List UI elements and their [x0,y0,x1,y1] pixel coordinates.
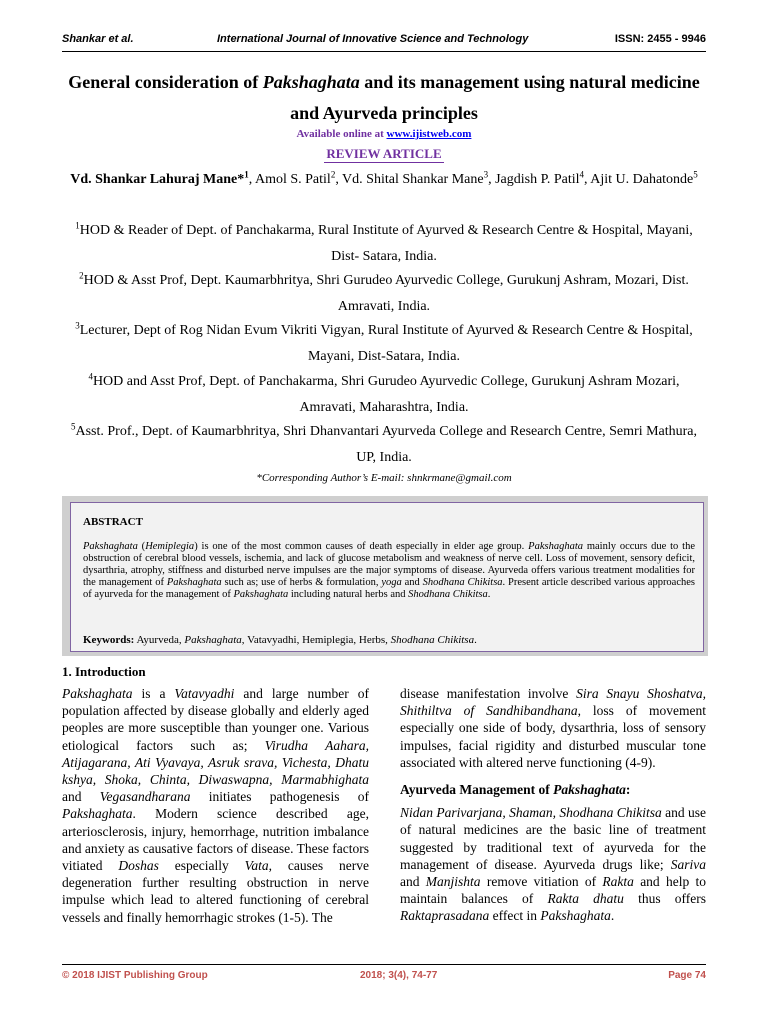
running-header [62,33,706,49]
affiliation-5: $^5$Asst. Prof., Dept. of Kaumarbhritya, Shri Dhanvantari Ayurveda College and Research Centre, Semri Mathura, UP, India. [70,421,698,465]
affiliation-3: $^3$Lecturer, Dept of Rog Nidan Evum Vikriti Vigyan, Rural Institute of Ayurved & Research Centre & Hospital, Mayani, Dist-Satara, India. [75,320,693,364]
disease-manifestation-paragraph: disease manifestation involve Sira Snayu Shoshatva, Shithiltva of Sandhibandhana, loss of movement especially one side of body, dysarthria, loss of sensory impulses, facial rigidity and disturbed muscular tone associated with altered nerve functioning (4-9). [400,686,706,770]
body-column-right [400,685,706,925]
page-footer [62,970,706,986]
author-list: Vd. Shankar Lahuraj Mane*$^1$, Amol S. Patil$^2$, Vd. Shital Shankar Mane$^3$, Jagdish P. Patil$^4$, Ajit U. Dahatonde$^5$ [70,169,698,187]
keywords: Keywords: Ayurveda, Pakshaghata, Vatavyadhi, Hemiplegia, Herbs, Shodhana Chikitsa. [83,634,477,646]
journal-website-link[interactable]: www.ijistweb.com [386,128,472,140]
body-column-left [62,685,369,926]
header-issn: ISSN: 2455 - 9946 [614,33,706,45]
footer-rule [62,964,706,965]
subsection-heading-management: Ayurveda Management of Pakshaghata: [400,782,631,798]
article-type: REVIEW ARTICLE [326,146,442,161]
footer-copyright: © 2018 IJIST Publishing Group [62,970,208,981]
affiliation-4: $^4$HOD and Asst Prof, Dept. of Panchakarma, Shri Gurudeo Ayurvedic College, Gurukunj Ashram Mozari, Amravati, Maharashtra, India. [88,371,680,415]
corresponding-author: *Corresponding Author’s E-mail: shnkrmane@gmail.com [256,472,512,484]
header-journal: International Journal of Innovative Science and Technology [217,33,529,45]
footer-page-number: Page 74 [668,970,706,981]
management-paragraph: Nidan Parivarjana, Shaman, Shodhana Chikitsa and use of natural medicines are the basic line of treatment suggested by traditional text of ayurveda for the management of disease. Ayurveda drugs like; Sariva and Manjishta remove vitiation of Rakta and help to maintain balances of Rakta dhatu thus offers Raktaprasadana effect in Pakshaghata. [400,805,707,924]
intro-paragraph: Pakshaghata is a Vatavyadhi and large number of population affected by disease globally and elderly aged peoples are more susceptible than younger one. Various etiological factors such as; Virudha Aahara, Atijagarana, Ati Vyavaya, Asruk srava, Vichesta, Dhatu kshya, Shoka, Chinta, Diwaswapna, Marmabhighata and Vegasandharana initiates pathogenesis of Pakshaghata. Modern science described age, arteriosclerosis, injury, hemorrhage, nutrition imbalance and anxiety as causative factors of disease. These factors vitiated Doshas especially Vata, causes nerve degeneration further resulting obstruction in nerve impulse which lead to altered functioning of cerebral vessels and finally hemorrhagic strokes (1-5). The [62,686,369,925]
abstract-text: Pakshaghata (Hemiplegia) is one of the most common causes of death especially in elder age group. Pakshaghata mainly occurs due to the obstruction of cerebral blood vessels, ischemia, and lack of glucose metabolism and weakness of nerve cell. Loss of movement, sensory deficit, dysarthria, atrophy, stiffness and disturbed nerve impulses are the major symptoms of disease. Ayurveda offers various treatment modalities for the management of Pakshaghata such as; use of herbs & formulation, yoga and Shodhana Chikitsa. Present article described various approaches of ayurveda for the management of Pakshaghata including natural herbs and Shodhana Chikitsa. [83,541,696,600]
abstract-box [70,502,704,652]
footer-citation: 2018; 3(4), 74-77 [360,970,438,981]
affiliation-1: $^1$HOD & Reader of Dept. of Panchakarma, Rural Institute of Ayurved & Research Centre & Hospital, Mayani, Dist- Satara, India. [75,220,693,264]
header-rule [62,51,706,52]
abstract-heading: ABSTRACT [83,516,143,528]
paper-title: General consideration of Pakshaghata and its management using natural medicine and Ayurveda principles [68,72,700,123]
section-heading-introduction: 1. Introduction [62,664,146,679]
affiliation-2: $^2$HOD & Asst Prof, Dept. Kaumarbhritya, Shri Gurudeo Ayurvedic College, Gurukunj Ashram, Mozari, Dist. Amravati, India. [79,270,689,314]
header-author: Shankar et al. [62,33,134,45]
available-online: Available online at www.ijistweb.com [296,128,472,140]
